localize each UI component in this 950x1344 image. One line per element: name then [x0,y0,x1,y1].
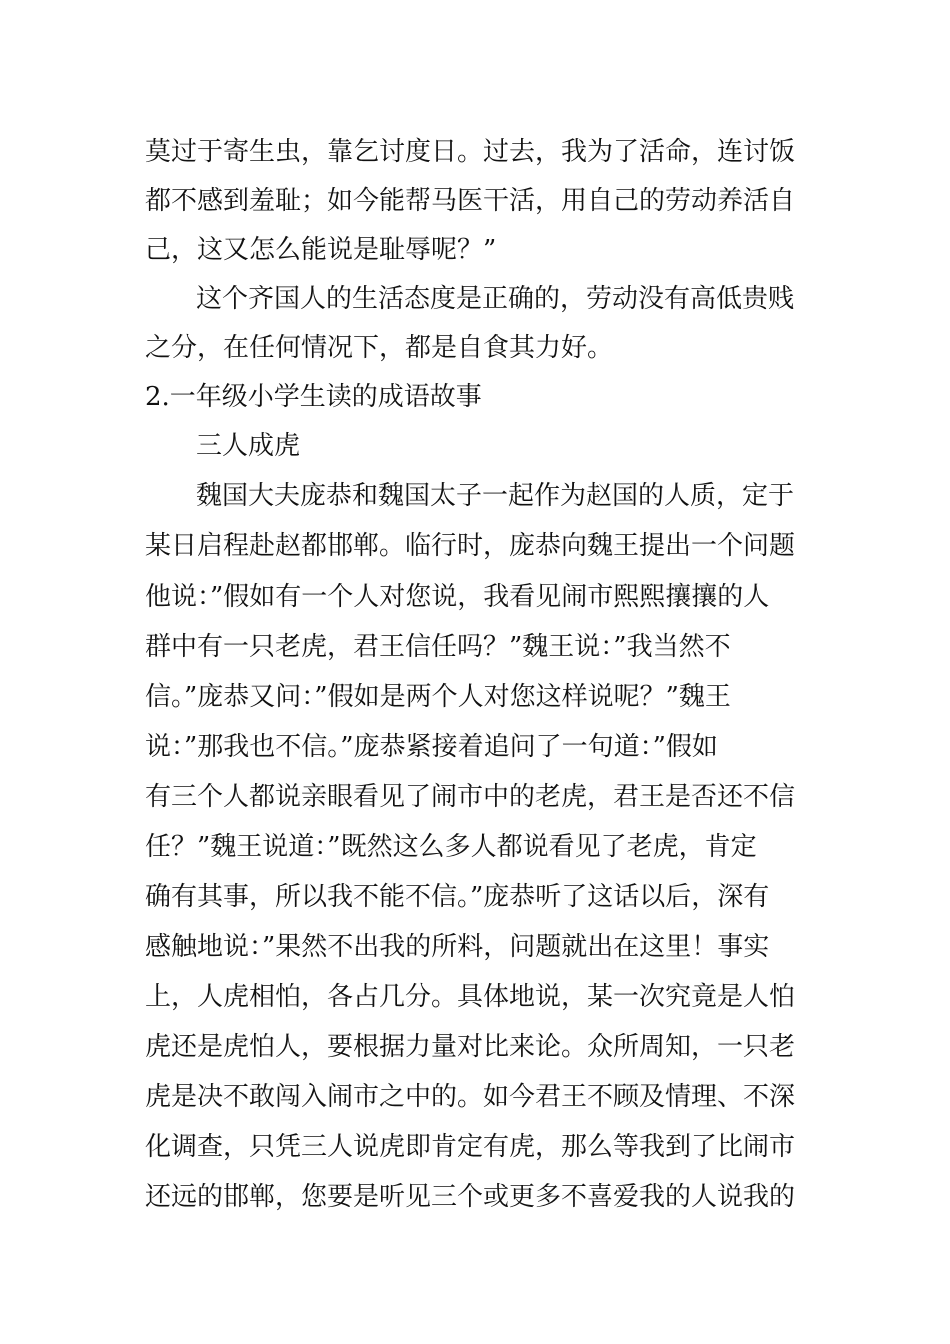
paragraph-first-line: 这个齐国人的生活态度是正确的，劳动没有高低贵贱 [196,284,795,314]
text-line: 群中有一只老虎，君王信任吗？”魏王说：”我当然不 [145,632,731,662]
text-line: 上，人虎相怕，各占几分。具体地说，某一次究竟是人怕 [145,982,796,1012]
paragraph-first-line: 魏国大夫庞恭和魏国太子一起作为赵国的人质，定于 [196,481,795,511]
text-line: 虎还是虎怕人，要根据力量对比来论。众所周知，一只老 [145,1032,796,1062]
text-line: 化调查，只凭三人说虎即肯定有虎，那么等我到了比闹市 [145,1132,796,1162]
text-line: 感触地说：”果然不出我的所料，问题就出在这里！事实 [145,932,770,962]
story-title: 三人成虎 [196,431,301,461]
text-line: 还远的邯郸，您要是听见三个或更多不喜爱我的人说我的 [145,1182,796,1212]
text-line: 任？”魏王说道：”既然这么多人都说看见了老虎，肯定 [145,832,757,862]
text-line: 说：”那我也不信。”庞恭紧接着追问了一句道：”假如 [145,732,718,762]
text-line: 之分，在任何情况下，都是自食其力好。 [145,333,614,363]
section-heading: 2.一年级小学生读的成语故事 [145,382,482,412]
text-line: 有三个人都说亲眼看见了闹市中的老虎，君王是否还不信 [145,782,796,812]
text-line: 确有其事，所以我不能不信。”庞恭听了这话以后，深有 [145,882,770,912]
text-line: 虎是决不敢闯入闹市之中的。如今君王不顾及情理、不深 [145,1082,796,1112]
text-line: 都不感到羞耻；如今能帮马医干活，用自己的劳动养活自 [145,186,796,216]
text-line: 莫过于寄生虫，靠乞讨度日。过去，我为了活命，连讨饭 [145,137,796,167]
text-line: 某日启程赴赵都邯郸。临行时，庞恭向魏王提出一个问题 [145,531,796,561]
text-line: 己，这又怎么能说是耻辱呢？” [145,235,497,265]
text-line: 他说：”假如有一个人对您说，我看见闹市熙熙攘攘的人 [145,582,770,612]
text-line: 信。”庞恭又问：”假如是两个人对您这样说呢？”魏王 [145,682,731,712]
